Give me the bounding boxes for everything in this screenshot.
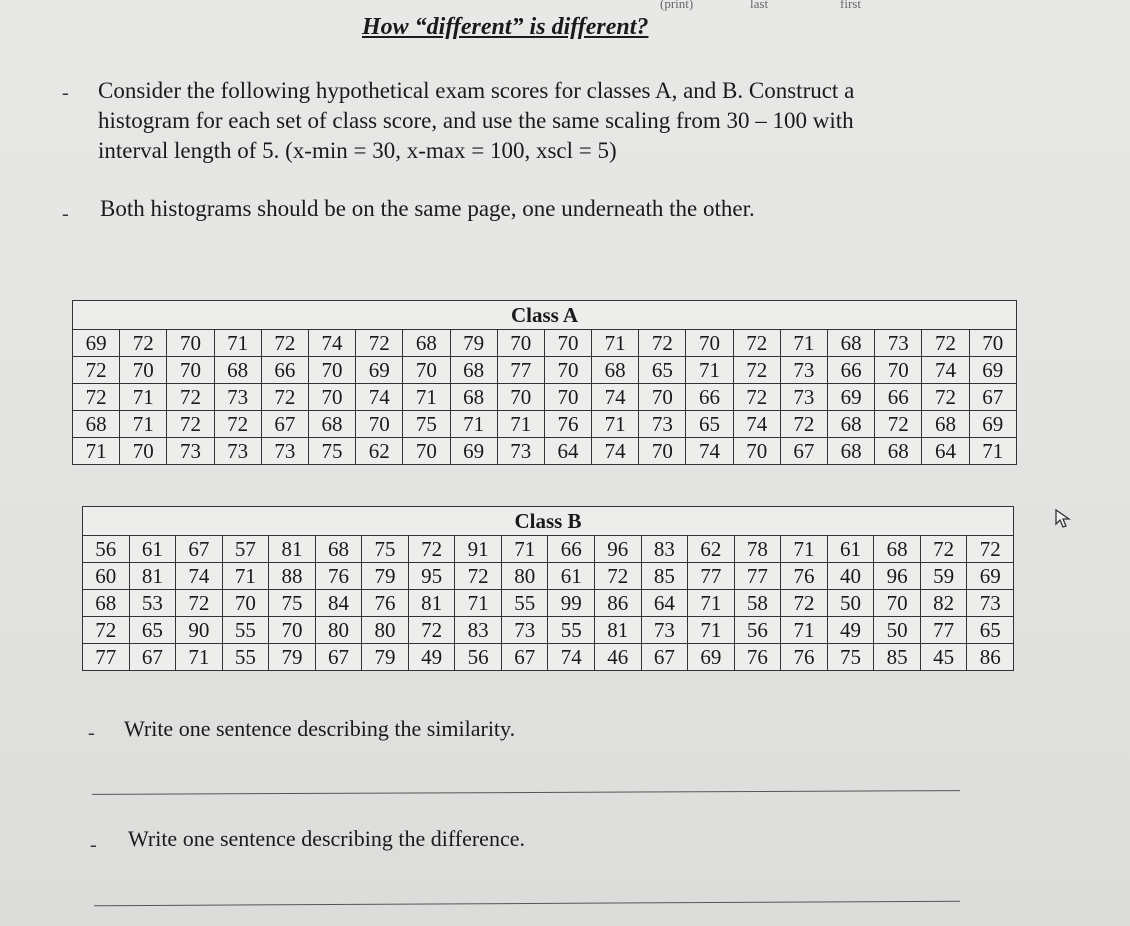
class-b-score-cell: 76: [734, 644, 781, 671]
class-b-table: [82, 506, 1014, 671]
answer-line-difference[interactable]: [94, 901, 960, 907]
class-a-row: [73, 384, 1017, 411]
class-a-score-cell: 74: [308, 330, 355, 357]
bullet-1: -: [62, 82, 69, 104]
class-a-score-cell: 65: [686, 411, 733, 438]
class-b-score-cell: 55: [501, 590, 548, 617]
class-a-score-cell: 73: [875, 330, 922, 357]
class-a-score-cell: 70: [733, 438, 780, 465]
class-b-score-cell: 56: [734, 617, 781, 644]
class-b-score-cell: 68: [315, 536, 362, 563]
class-a-score-cell: 72: [922, 330, 969, 357]
class-a-score-cell: 68: [73, 411, 120, 438]
class-a-score-cell: 71: [497, 411, 544, 438]
class-b-score-cell: 81: [408, 590, 455, 617]
class-a-score-cell: 74: [592, 384, 639, 411]
class-a-caption: Class A: [73, 301, 1017, 330]
class-b-score-cell: 65: [967, 617, 1014, 644]
class-b-row: [83, 590, 1014, 617]
class-b-score-cell: 72: [781, 590, 828, 617]
class-a-score-cell: 75: [308, 438, 355, 465]
class-b-caption: Class B: [83, 507, 1014, 536]
class-b-score-cell: 76: [315, 563, 362, 590]
class-b-score-cell: 73: [501, 617, 548, 644]
class-a-score-cell: 69: [450, 438, 497, 465]
class-b-score-cell: 80: [501, 563, 548, 590]
class-a-score-cell: 69: [969, 411, 1016, 438]
class-a-score-cell: 72: [733, 330, 780, 357]
class-a-score-cell: 73: [261, 438, 308, 465]
class-b-score-cell: 45: [920, 644, 967, 671]
class-a-score-cell: 69: [356, 357, 403, 384]
class-b-score-cell: 71: [781, 536, 828, 563]
class-a-score-cell: 70: [969, 330, 1016, 357]
class-b-score-cell: 80: [362, 617, 409, 644]
class-a-score-cell: 72: [875, 411, 922, 438]
class-b-row: [83, 563, 1014, 590]
class-a-score-cell: 70: [544, 357, 591, 384]
class-a-score-cell: 62: [356, 438, 403, 465]
class-a-row: [73, 411, 1017, 438]
class-a-score-cell: 72: [733, 384, 780, 411]
class-a-score-cell: 68: [308, 411, 355, 438]
class-b-score-cell: 49: [827, 617, 874, 644]
class-a-score-cell: 70: [120, 357, 167, 384]
class-b-score-cell: 71: [501, 536, 548, 563]
class-a-score-cell: 70: [167, 357, 214, 384]
class-b-score-cell: 49: [408, 644, 455, 671]
class-a-score-cell: 70: [120, 438, 167, 465]
class-a-score-cell: 72: [120, 330, 167, 357]
class-a-score-cell: 75: [403, 411, 450, 438]
class-a-score-cell: 70: [544, 384, 591, 411]
class-a-score-cell: 67: [780, 438, 827, 465]
class-a-score-cell: 65: [639, 357, 686, 384]
class-a-score-cell: 66: [828, 357, 875, 384]
class-b-score-cell: 65: [129, 617, 176, 644]
class-a-score-cell: 72: [922, 384, 969, 411]
class-a-score-cell: 72: [733, 357, 780, 384]
class-a-score-cell: 74: [686, 438, 733, 465]
instruction-1-line-1: Consider the following hypothetical exam scores for classes A, and B. Construct a: [98, 78, 855, 103]
class-b-score-cell: 77: [688, 563, 735, 590]
class-b-score-cell: 71: [688, 590, 735, 617]
class-a-score-cell: 67: [261, 411, 308, 438]
class-a-score-cell: 68: [922, 411, 969, 438]
class-b-score-cell: 46: [595, 644, 642, 671]
class-a-score-cell: 72: [167, 411, 214, 438]
class-b-score-cell: 72: [920, 536, 967, 563]
bullet-4: -: [90, 834, 97, 856]
class-a-score-cell: 66: [686, 384, 733, 411]
instruction-1: [98, 76, 854, 166]
class-a-score-cell: 70: [308, 384, 355, 411]
class-b-row: [83, 536, 1014, 563]
class-b-score-cell: 79: [362, 644, 409, 671]
class-b-score-cell: 64: [641, 590, 688, 617]
class-b-score-cell: 72: [595, 563, 642, 590]
instruction-1-line-2: histogram for each set of class score, and use the same scaling from 30 – 100 with: [98, 108, 854, 133]
class-a-score-cell: 77: [497, 357, 544, 384]
class-b-row: [83, 617, 1014, 644]
class-a-score-cell: 70: [497, 384, 544, 411]
class-b-score-cell: 56: [455, 644, 502, 671]
class-b-score-cell: 81: [269, 536, 316, 563]
class-b-score-cell: 72: [408, 617, 455, 644]
class-b-score-cell: 84: [315, 590, 362, 617]
class-b-score-cell: 55: [548, 617, 595, 644]
class-a-score-cell: 70: [497, 330, 544, 357]
class-a-score-cell: 73: [214, 384, 261, 411]
class-a-score-cell: 70: [356, 411, 403, 438]
class-b-score-cell: 76: [781, 563, 828, 590]
class-a-score-cell: 76: [544, 411, 591, 438]
class-a-score-cell: 70: [167, 330, 214, 357]
class-b-score-cell: 70: [222, 590, 269, 617]
class-b-score-cell: 71: [688, 617, 735, 644]
class-b-score-cell: 72: [83, 617, 130, 644]
question-similarity: Write one sentence describing the similarity.: [124, 716, 516, 741]
class-b-score-cell: 40: [827, 563, 874, 590]
class-a-score-cell: 64: [922, 438, 969, 465]
class-a-score-cell: 68: [403, 330, 450, 357]
class-a-score-cell: 69: [969, 357, 1016, 384]
class-b-score-cell: 50: [874, 617, 921, 644]
class-b-score-cell: 71: [176, 644, 223, 671]
class-b-score-cell: 82: [920, 590, 967, 617]
instruction-2: [100, 194, 755, 224]
class-a-score-cell: 68: [828, 411, 875, 438]
class-a-score-cell: 73: [780, 384, 827, 411]
bullet-2: -: [62, 203, 69, 225]
class-b-score-cell: 85: [874, 644, 921, 671]
class-a-score-cell: 74: [356, 384, 403, 411]
class-a-score-cell: 72: [73, 357, 120, 384]
class-b-score-cell: 72: [455, 563, 502, 590]
instruction-2-line-1: Both histograms should be on the same page, one underneath the other.: [100, 196, 755, 221]
class-b-score-cell: 71: [455, 590, 502, 617]
class-a-score-cell: 70: [403, 438, 450, 465]
class-b-score-cell: 60: [83, 563, 130, 590]
class-b-score-cell: 67: [129, 644, 176, 671]
class-b-score-cell: 72: [408, 536, 455, 563]
class-b-score-cell: 61: [827, 536, 874, 563]
class-b-score-cell: 70: [874, 590, 921, 617]
class-a-score-cell: 74: [592, 438, 639, 465]
class-a-score-cell: 71: [780, 330, 827, 357]
class-b-score-cell: 88: [269, 563, 316, 590]
class-a-score-cell: 74: [733, 411, 780, 438]
class-b-score-cell: 96: [874, 563, 921, 590]
class-b-score-cell: 61: [129, 536, 176, 563]
class-b-score-cell: 55: [222, 644, 269, 671]
class-b-score-cell: 59: [920, 563, 967, 590]
class-b-score-cell: 67: [176, 536, 223, 563]
class-a-row: [73, 438, 1017, 465]
class-b-score-cell: 72: [176, 590, 223, 617]
class-a-score-cell: 71: [73, 438, 120, 465]
class-a-score-cell: 72: [356, 330, 403, 357]
class-b-score-cell: 71: [222, 563, 269, 590]
class-a-score-cell: 66: [261, 357, 308, 384]
class-a-score-cell: 70: [308, 357, 355, 384]
class-a-score-cell: 72: [214, 411, 261, 438]
class-a-score-cell: 73: [497, 438, 544, 465]
class-a-score-cell: 71: [403, 384, 450, 411]
class-a-score-cell: 70: [686, 330, 733, 357]
class-b-score-cell: 86: [595, 590, 642, 617]
question-difference: Write one sentence describing the difference.: [128, 826, 525, 851]
class-a-score-cell: 66: [875, 384, 922, 411]
bullet-3: -: [88, 722, 95, 744]
class-a-score-cell: 68: [450, 384, 497, 411]
class-a-score-cell: 69: [828, 384, 875, 411]
instruction-1-line-3: interval length of 5. (x-min = 30, x-max = 100, xscl = 5): [98, 138, 617, 163]
class-b-score-cell: 83: [455, 617, 502, 644]
class-a-score-cell: 79: [450, 330, 497, 357]
class-b-score-cell: 85: [641, 563, 688, 590]
class-b-score-cell: 50: [827, 590, 874, 617]
class-a-row: [73, 357, 1017, 384]
class-b-score-cell: 68: [874, 536, 921, 563]
class-b-score-cell: 86: [967, 644, 1014, 671]
class-b-score-cell: 83: [641, 536, 688, 563]
class-b-score-cell: 70: [269, 617, 316, 644]
class-a-score-cell: 67: [969, 384, 1016, 411]
class-b-score-cell: 69: [688, 644, 735, 671]
class-b-score-cell: 55: [222, 617, 269, 644]
class-a-score-cell: 72: [261, 330, 308, 357]
class-a-score-cell: 70: [639, 384, 686, 411]
class-a-score-cell: 68: [214, 357, 261, 384]
class-a-score-cell: 69: [73, 330, 120, 357]
class-a-score-cell: 73: [167, 438, 214, 465]
class-b-score-cell: 80: [315, 617, 362, 644]
class-a-score-cell: 72: [780, 411, 827, 438]
class-b-score-cell: 67: [641, 644, 688, 671]
class-b-score-cell: 99: [548, 590, 595, 617]
class-a-score-cell: 71: [686, 357, 733, 384]
class-b-score-cell: 77: [83, 644, 130, 671]
class-b-score-cell: 57: [222, 536, 269, 563]
class-a-score-cell: 64: [544, 438, 591, 465]
answer-line-similarity[interactable]: [92, 790, 960, 795]
class-a-score-cell: 71: [120, 411, 167, 438]
class-b-score-cell: 62: [688, 536, 735, 563]
class-a-score-cell: 72: [261, 384, 308, 411]
class-b-score-cell: 53: [129, 590, 176, 617]
class-a-score-cell: 70: [403, 357, 450, 384]
class-b-score-cell: 81: [595, 617, 642, 644]
page-title: How “different” is different?: [362, 14, 649, 40]
class-b-score-cell: 73: [967, 590, 1014, 617]
class-b-score-cell: 66: [548, 536, 595, 563]
class-b-score-cell: 74: [548, 644, 595, 671]
class-b-score-cell: 90: [176, 617, 223, 644]
class-b-score-cell: 81: [129, 563, 176, 590]
class-a-score-cell: 73: [214, 438, 261, 465]
class-a-score-cell: 71: [214, 330, 261, 357]
class-a-table: [72, 300, 1017, 465]
last-label: last: [750, 0, 769, 11]
class-b-score-cell: 56: [83, 536, 130, 563]
class-b-score-cell: 79: [362, 563, 409, 590]
class-a-score-cell: 72: [73, 384, 120, 411]
class-a-score-cell: 68: [450, 357, 497, 384]
class-a-score-cell: 72: [167, 384, 214, 411]
cursor-icon: [1054, 508, 1074, 530]
class-b-score-cell: 96: [595, 536, 642, 563]
class-a-score-cell: 71: [969, 438, 1016, 465]
class-b-score-cell: 73: [641, 617, 688, 644]
class-b-score-cell: 75: [269, 590, 316, 617]
class-a-score-cell: 73: [639, 411, 686, 438]
class-a-score-cell: 68: [592, 357, 639, 384]
class-b-score-cell: 71: [781, 617, 828, 644]
class-b-score-cell: 95: [408, 563, 455, 590]
class-a-score-cell: 70: [639, 438, 686, 465]
class-a-score-cell: 68: [875, 438, 922, 465]
class-b-score-cell: 78: [734, 536, 781, 563]
class-b-score-cell: 67: [501, 644, 548, 671]
class-a-score-cell: 71: [592, 411, 639, 438]
class-b-score-cell: 67: [315, 644, 362, 671]
class-b-score-cell: 68: [83, 590, 130, 617]
class-a-score-cell: 71: [592, 330, 639, 357]
class-b-score-cell: 76: [781, 644, 828, 671]
class-a-score-cell: 71: [120, 384, 167, 411]
class-b-score-cell: 74: [176, 563, 223, 590]
class-a-score-cell: 70: [875, 357, 922, 384]
class-a-score-cell: 71: [450, 411, 497, 438]
class-b-score-cell: 76: [362, 590, 409, 617]
print-label: (print): [660, 0, 694, 11]
class-b-score-cell: 75: [362, 536, 409, 563]
class-a-score-cell: 68: [828, 330, 875, 357]
class-b-score-cell: 61: [548, 563, 595, 590]
first-label: first: [840, 0, 861, 11]
class-a-score-cell: 70: [544, 330, 591, 357]
class-b-score-cell: 79: [269, 644, 316, 671]
class-a-score-cell: 73: [780, 357, 827, 384]
class-b-score-cell: 77: [920, 617, 967, 644]
class-b-score-cell: 72: [967, 536, 1014, 563]
class-a-score-cell: 68: [828, 438, 875, 465]
class-b-row: [83, 644, 1014, 671]
class-b-score-cell: 77: [734, 563, 781, 590]
class-b-score-cell: 69: [967, 563, 1014, 590]
class-b-score-cell: 75: [827, 644, 874, 671]
class-b-score-cell: 58: [734, 590, 781, 617]
class-a-row: [73, 330, 1017, 357]
class-a-score-cell: 72: [639, 330, 686, 357]
class-a-score-cell: 74: [922, 357, 969, 384]
class-b-score-cell: 91: [455, 536, 502, 563]
